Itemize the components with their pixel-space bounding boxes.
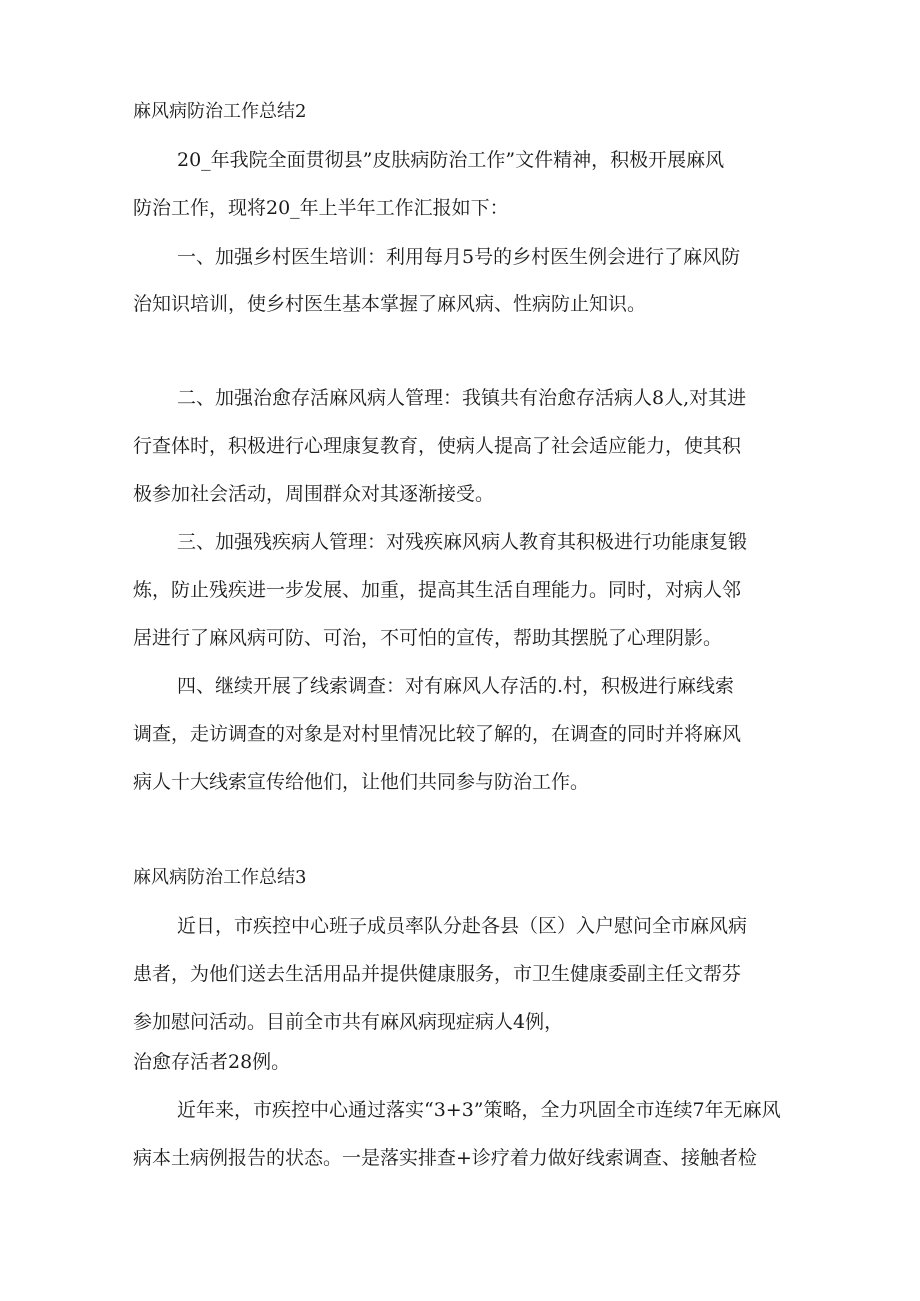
item-4-line-2: 调查，走访调查的对象是对村里情况比较了解的，在调查的同时并将麻风 <box>133 723 742 745</box>
item-1-line-1: 一、加强乡村医生培训：利用每月5号的乡村医生例会进行了麻风防 <box>177 246 741 268</box>
intro-line-1: 20_年我院全面贯彻县”皮肤病防治工作”文件精神，积极开展麻风 <box>177 149 725 171</box>
para-1-line-1: 近日，市疾控中心班子成员率队分赴各县（区）入户慰问全市麻风病 <box>177 915 748 937</box>
item-3-line-2: 炼，防止残疾进一步发展、加重，提高其生活自理能力。同时，对病人邻 <box>133 579 742 601</box>
item-3-line-3: 居进行了麻风病可防、可治，不可怕的宣传，帮助其摆脱了心理阴影。 <box>133 627 723 649</box>
para-1-line-4: 治愈存活者28例。 <box>133 1051 291 1073</box>
item-2-line-2: 行查体时，积极进行心理康复教育，使病人提高了社会适应能力，使其积 <box>133 435 742 457</box>
item-4-line-1: 四、继续开展了线索调查：对有麻风人存活的.村，积极进行麻线索 <box>177 675 735 697</box>
para-1-line-2: 患者，为他们送去生活用品并提供健康服务，市卫生健康委副主任文帮芬 <box>133 963 742 985</box>
item-2-line-3: 极参加社会活动，周围群众对其逐渐接受。 <box>133 483 495 505</box>
para-2-line-1: 近年来，市疾控中心通过落实“3+3”策略，全力巩固全市连续7年无麻风 <box>177 1099 781 1121</box>
intro-line-2: 防治工作，现将20_年上半年工作汇报如下： <box>133 197 509 219</box>
item-1-line-2: 治知识培训，使乡村医生基本掌握了麻风病、性病防止知识。 <box>133 293 647 315</box>
item-4-line-3: 病人十大线索宣传给他们，让他们共同参与防治工作。 <box>133 771 590 793</box>
section-2-title: 麻风病防治工作总结2 <box>133 101 307 122</box>
section-3-title: 麻风病防治工作总结3 <box>133 867 307 888</box>
item-3-line-1: 三、加强残疾病人管理：对残疾麻风病人教育其积极进行功能康复锻 <box>177 531 748 553</box>
para-1-line-3: 参加慰问活动。目前全市共有麻风病现症病人4例， <box>133 1011 564 1033</box>
para-2-line-2: 病本土病例报告的状态。一是落实排查+诊疗着力做好线索调查、接触者检 <box>133 1147 757 1169</box>
item-2-line-1: 二、加强治愈存活麻风病人管理：我镇共有治愈存活病人8人,对其进 <box>177 387 747 409</box>
